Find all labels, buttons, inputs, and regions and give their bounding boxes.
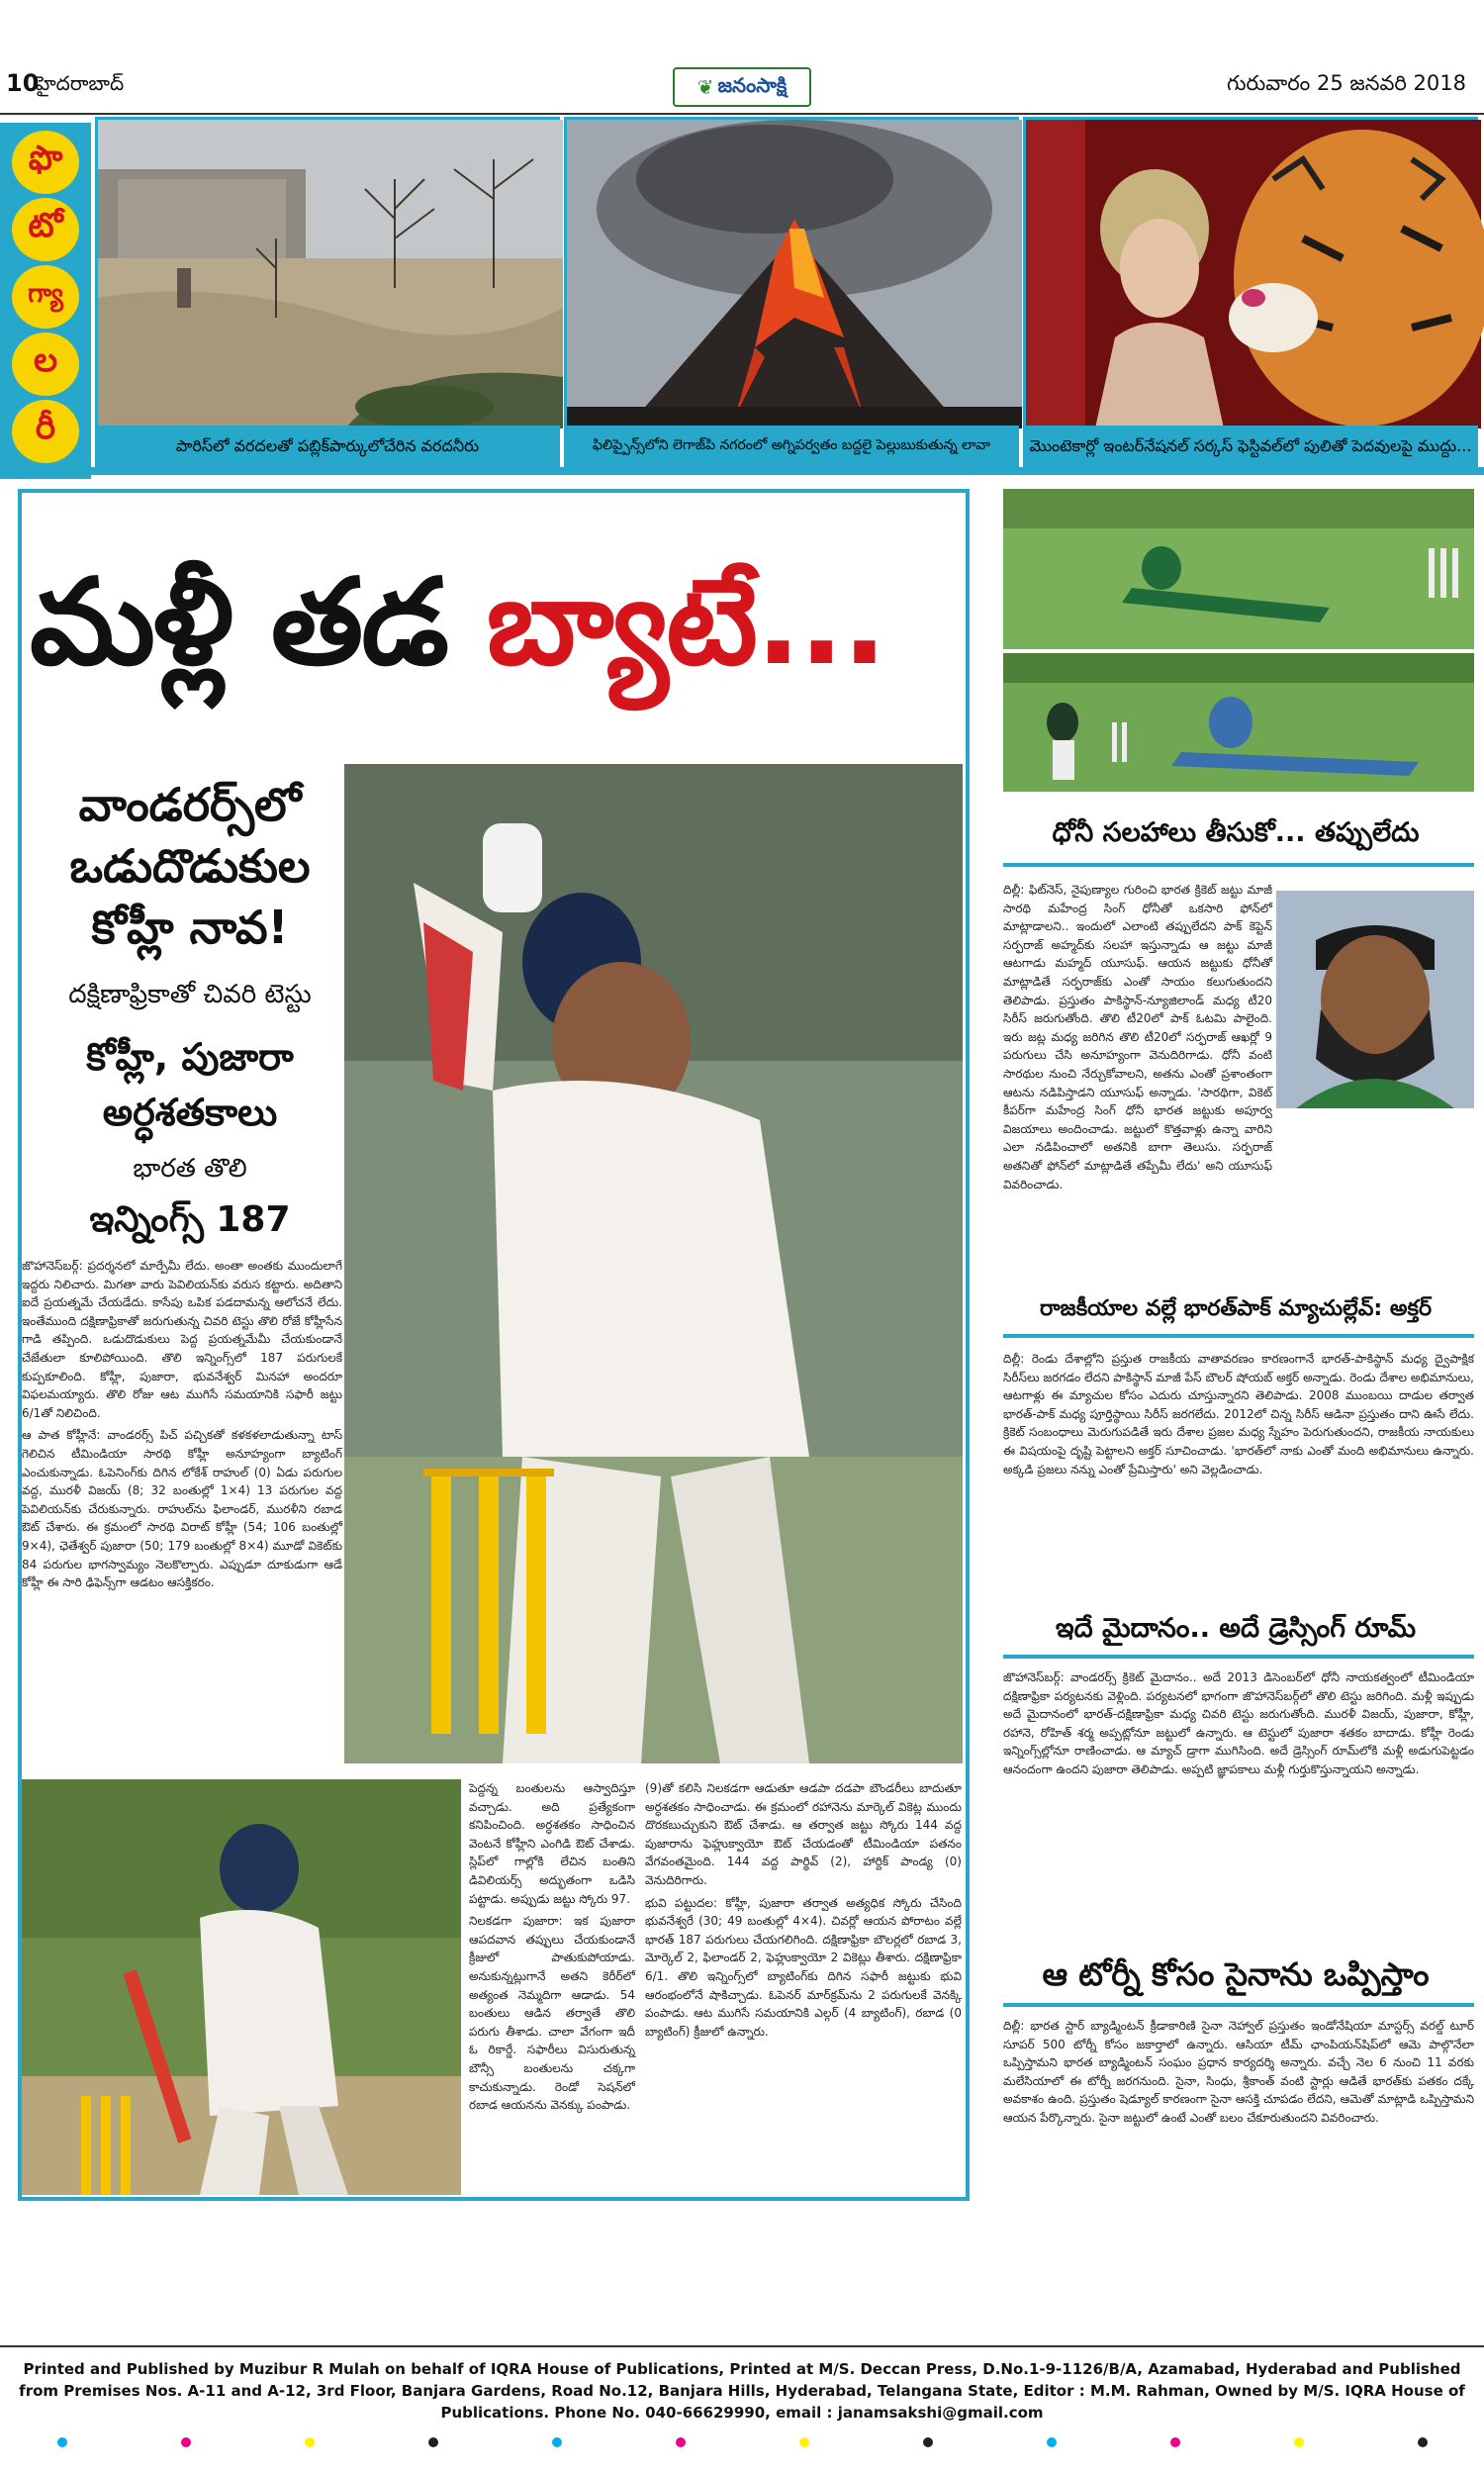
subheading-block-4: భారత తొలి <box>133 1154 247 1184</box>
story-column-3 <box>645 1779 962 2195</box>
registration-dot <box>1047 2437 1057 2447</box>
main-headline <box>30 554 885 720</box>
article-paragraph: దిల్లీ: భారత స్టార్ బ్యాడ్మింటన్ క్రీడాకారిణి సైనా నెహ్వాల్ ప్రస్తుతం ఇండోనేషియా మాస్టర్స్ వరల్డ్ టూర్ సూపర్ 500 టోర్నీ కోసం జకార్తాలో ఉన్నారు. ఆసియా టీమ్ ఛాంపియన్‌షిప్‌లో ఆమె పాల్గొనేలా ఒప్పిస్తామని భారత బ్యాడ్మింటన్ సంఘం ప్రధాన కార్యదర్శి అన్నారు. వచ్చే నెల 6 నుంచి 11 వరకు మలేసియాలో ఈ టోర్నీ జరగనుంది. సైనా, సింధు, శ్రీకాంత్ వంటి స్టార్లు ఆడితే భారత్‌కు పతకం దక్కే అవకాశం ఉంది. ప్రస్తుతం షెడ్యూల్ కారణంగా సైనా ఆసక్తి చూపడం లేదని, ఆమెతో మాట్లాడి ఒప్పిస్తామని ఆయన పేర్కొన్నారు. సైనా జట్టులో ఉంటే ఎంతో బలం చేకూరుతుందని వివరించారు. <box>1003 2019 1474 2125</box>
registration-dot <box>428 2437 438 2447</box>
headline-red: బ్యాటే... <box>486 554 885 692</box>
gallery-caption: పారిస్‌లో వరదలతో పబ్లిక్‌పార్కులోచేరిన వరదనీరు <box>95 426 560 467</box>
article-text-dressing-room <box>1003 1668 1474 1936</box>
registration-dot <box>57 2437 67 2447</box>
article-heading-akhtar: రాజకీయాల వల్లే భారత్‌పాక్ మ్యాచుల్లేవ్: అక్తర్ <box>1040 1296 1432 1321</box>
article-heading-saina: ఆ టోర్నీ కోసం సైనాను ఒప్పిస్తాం <box>1042 1955 1430 1993</box>
cricket-runout-photo <box>1003 489 1474 649</box>
story-paragraph: ఆ పాత కోహ్లీనే: వాండరర్స్ పిచ్ పచ్చికతో కళకళలాడుతున్నా టాస్ గెలిచిన టీమిండియా సారథి కోహ్లీ అనూహ్యంగా బ్యాటింగ్ ఎంచుకున్నాడు. ఓపెనింగ్‌కు దిగిన లోకేశ్ రాహుల్ (0) ఏడు పరుగుల వద్ద, మురళీ విజయ్ (8; 32 బంతుల్లో 1×4) 13 పరుగుల వద్ద పెవిలియన్‌కు చేరుకున్నారు. రాహుల్‌ను ఫిలాండర్, మురళీని రబాడ ఔట్ చేశారు. ఈ క్రమంలో సారథి విరాట్ కోహ్లీ (54; 106 బంతుల్లో 9×4), ఛెతేశ్వర్ పుజారా (50; 179 బంతుల్లో 8×4) మూడో వికెట్‌కు 84 పరుగుల భాగస్వామ్యం నెలకొల్పారు. ఎప్పుడూ దూకుడుగా ఆడే కోహ్లీ ఈ సారి ఢిఫెన్స్‌గా ఆడటం ఆసక్తికరం. <box>22 1428 342 1590</box>
story-column-2 <box>469 1779 635 2195</box>
masthead-logo <box>673 67 811 107</box>
story-paragraph: పెద్దన్న బంతులను ఆస్వాదిస్తూ వచ్చాడు. అది ప్రత్యేకంగా కనిపించింది. అర్ధశతకం సాధించిన వెంటనే కోహ్లీని ఎంగిడి ఔట్ చేశాడు. స్లిప్‌లో గాల్లోకి లేచిన బంతిని డివిలియర్స్ అద్భుతంగా ఒడిసి పట్టాడు. అప్పుడు జట్టు స్కోరు 97. <box>469 1781 635 1906</box>
paris-flood-photo <box>95 117 560 426</box>
circus-tiger-photo <box>1023 117 1478 426</box>
footer-divider <box>0 2345 1484 2347</box>
edition-city: హైదరాబాద్ <box>36 71 125 95</box>
registration-dot <box>1418 2437 1428 2447</box>
subheading-line: వాండరర్స్‌లో <box>78 778 302 831</box>
imprint-line: Printed and Published by Muzibur R Mulah on behalf of IQRA House of Publications, Printed at M/S. Deccan Press, D.No.1-9-1126/B/A, Azamabad, Hyderabad and Published from Premises Nos. A-11 and A-12, 3rd Floor, Banjara Gardens, Road No.12, Banjara Hills, Hyderabad, Telangana State, Editor : M.M. Rahman, Owned by M/S. IQRA House of Publications. Phone No. 040-66629990, email : janamsakshi@gmail.com <box>19 2360 1465 2422</box>
issue-date: గురువారం 25 జనవరి 2018 <box>1226 71 1466 95</box>
article-divider <box>1003 1334 1474 1338</box>
dhoni-stumping-photo <box>1003 653 1474 792</box>
gallery-tag-char: గ్యా <box>12 265 79 329</box>
story-paragraph: నిలకడగా పుజారా: ఇక పుజారా ఆపదవాన తప్పులు చేయకుండానే క్రీజులో పాతుకుపోయాడు. అనుకున్నట్లుగానే అతని కెరీర్‌లో అత్యంత నెమ్మదిగా ఆడాడు. 54 బంతులు ఆడిన తర్వాతే తొలి పరుగు తీశాడు. చాలా వేగంగా ఇదీ ఓ రికార్డే. సఫారీలు విసురుతున్న బౌన్సీ బంతులను చక్కగా కాచుకున్నాడు. రెండో సెషన్‌లో రబాడ ఆయనను వెనక్కు పంపాడు. <box>469 1914 635 2113</box>
subheading-line: అర్ధశతకాలు <box>102 1091 278 1134</box>
article-text-saina <box>1003 2017 1474 2333</box>
article-divider <box>1003 2003 1474 2007</box>
article-divider <box>1003 1655 1474 1659</box>
subheading-line: కోహ్లీ, పుజారా <box>86 1035 294 1079</box>
registration-dot <box>305 2437 315 2447</box>
registration-dot <box>923 2437 933 2447</box>
subheading-block-2: దక్షిణాఫ్రికాతో చివరి టెస్టు <box>68 980 312 1009</box>
story-intro-text <box>22 1257 342 1752</box>
kohli-batting-photo <box>344 764 963 1763</box>
registration-dot <box>552 2437 562 2447</box>
photo-gallery-tag <box>0 123 91 479</box>
article-paragraph: దిల్లీ: రెండు దేశాల్లోని ప్రస్తుత రాజకీయ వాతావరణం కారణంగానే భారత్-పాకిస్థాన్ మధ్య ద్వైపాక్షిక సిరీస్‌లు జరగడం లేదని పాకిస్థాన్ మాజీ పేస్ బౌలర్ షోయబ్ అక్తర్ అన్నాడు. రెండు దేశాల అభిమానులు, ఆటగాళ్లు ఈ మ్యాచుల కోసం ఎదురు చూస్తున్నారని తెలిపాడు. 2008 ముంబయి దాడుల తర్వాత భారత్-పాక్ మధ్య పూర్తిస్థాయి సిరీస్ జరగలేదు. 2012లో చిన్న సిరీస్ ఆడినా ప్రస్తుతం దాని ఊసే లేదు. క్రికెట్ సంబంధాలు మెరుగుపడితే ఇరు దేశాల ప్రజల మధ్య స్నేహం పెరుగుతుందని, రాజకీయ నాయకులు ఈ విషయంపై దృష్టి పెట్టాలని అక్తర్ సూచించాడు. 'భారత్‌లో నాకు ఎంతో మంది అభిమానులు ఉన్నారు. అక్కడి ప్రజలు నన్ను ఎంతో ప్రేమిస్తారు' అని వెల్లడించాడు. <box>1003 1352 1474 1476</box>
gallery-caption: ఫిలిప్పైన్స్‌లోని లెగాజ్‌పి నగరంలో అగ్నిపర్వతం బద్దలై పెల్లుబుకుతున్న లావా <box>564 426 1019 467</box>
article-heading-dhoni: ధోనీ సలహాలు తీసుకో... తప్పులేదు <box>1052 817 1420 848</box>
gallery-tag-char: ల <box>12 333 79 396</box>
registration-dot <box>181 2437 191 2447</box>
subheading-line: కోహ్లీ నావ! <box>91 901 289 954</box>
article-paragraph: దిల్లీ: ఫిట్‌నెస్, నైపుణ్యాల గురించి భారత క్రికెట్ జట్టు మాజీ సారథి మహేంద్ర సింగ్ ధోనీతో ఒకసారి ఫోన్‌లో మాట్లాడాలని.. ఇందులో ఎలాంటి తప్పులేదని పాక్ కెప్టెన్ సర్ఫరాజ్ అహ్మద్‌కు సలహా ఇస్తున్నాడు ఆ జట్టు మాజీ ఆటగాడు మహ్మద్ యూసుఫ్. ఆయన జట్టుకు ధోనీతో మాట్లాడితే సర్ఫరాజ్‌కు ఎంతో సాయం కలుగుతుందని తెలిపాడు. ప్రస్తుతం పాకిస్థాన్-న్యూజిలాండ్ మధ్య టీ20 సిరీస్ జరుగుతోంది. తొలి టీ20లో పాక్ ఓటమి పాలైంది. ఇరు జట్ల మధ్య జరిగిన తొలి టీ20లో సర్ఫరాజ్ ఆఖర్లో 9 పరుగులు చేసి అనూహ్యంగా వెనుదిరిగాడు. ధోనీ వంటి సారథుల నుంచి నేర్చుకోవాలని, అతను ఎంతో ప్రశాంతంగా ఆటను నడిపిస్తాడని యూసుఫ్ అన్నాడు. 'సారథిగా, వికెట్ కీపర్‌గా మహేంద్ర సింగ్ ధోనీ భారత జట్టుకు అపూర్వ విజయాలు అందించాడు. జట్టులో కొత్తవాళ్లు ఉన్నా వారిని ఎలా నడిపించాలో అతనికి బాగా తెలుసు. సర్ఫరాజ్ అతనితో ఫోన్‌లో మాట్లాడితే తప్పేమీ లేదు' అని యూసుఫ్ వివరించాడు. <box>1003 883 1272 1191</box>
pujara-batting-photo <box>22 1779 461 2195</box>
registration-dot <box>676 2437 686 2447</box>
gallery-caption: మొంటెకార్లో ఇంటర్‌నేషనల్ సర్కస్ ఫెస్టివల్‌లో పులితో పెదవులపై ముద్దు... <box>1023 426 1478 467</box>
registration-dot <box>1294 2437 1304 2447</box>
article-heading-dressing-room: ఇదే మైదానం.. అదే డ్రెస్సింగ్ రూమ్ <box>1055 1613 1417 1644</box>
subheading-block-3 <box>22 1029 358 1140</box>
story-paragraph: భువి పట్టుదల: కోహ్లీ, పుజారా తర్వాత అత్యధిక స్కోరు చేసింది భువనేశ్వరే (30; 49 బంతుల్లో 4×4). చివర్లో ఆయన పోరాటం వల్లే భారత్ 187 పరుగులు చేయగలిగింది. దక్షిణాఫ్రికా బౌలర్లలో రబాడ 3, మోర్కెల్ 2, ఫిలాండర్ 2, ఫెహ్లుక్వాయో 2 వికెట్లు తీశారు. దక్షిణాఫ్రికా 6/1. తొలి ఇన్నింగ్స్‌లో బ్యాటింగ్‌కు దిగిన సఫారీ జట్టుకు భువి ఆరంభంలోనే షాకిచ్చాడు. ఓపెనర్ మార్‌క్రమ్‌ను 2 పరుగులకే వెనక్కి పంపాడు. ఆట ముగిసే సమయానికి ఎల్గర్ (4 బ్యాటింగ్), రబాడ (0 బ్యాటింగ్) క్రీజులో ఉన్నారు. <box>645 1895 962 2039</box>
gallery-tag-char: ఫొ <box>12 131 79 194</box>
article-divider <box>1003 863 1474 867</box>
article-text-dhoni <box>1003 881 1272 1191</box>
headline-black: మళ్లీ తడ <box>30 554 447 692</box>
story-paragraph: జొహానెస్‌బర్గ్: ప్రదర్శనలో మార్పేమీ లేదు. అంతా అంతకు ముందులాగే ఇద్దరు నిలిచారు. మిగతా వారు పెవిలియన్‌కు వరుస కట్టారు. అదితాని ఐదే ప్రయత్నమే చేయడేదు. కాసేపు ఒపిక పడదామన్న ఆలోచనే లేదు. ఇంతేముంది దక్షిణాఫ్రికాతో జరుగుతున్న చివరి టెస్టు తొలి రోజే కోహ్లీసేన గాడి తప్పింది. ఒడుదొడుకులు పెద్ద ప్రయత్నమేమీ చేయకుండానే చేజేతులా కూలిపోయింది. తొలి ఇన్నింగ్స్‌లో 187 పరుగులకే కుప్పకూలింది. కోహ్లీ, పుజారా, భువనేశ్వర్ మినహా అందరూ విఫలమయ్యారు. తొలి రోజు ఆట ముగిసే సమయానికి సఫారీ జట్టు 6/1తో నిలిచింది. <box>22 1259 342 1420</box>
gallery-tag-char: రీ <box>12 400 79 463</box>
color-registration-dots <box>0 2430 1484 2454</box>
subheading-block-1 <box>22 774 358 958</box>
article-text-akhtar <box>1003 1350 1474 1597</box>
page-number: 10 <box>6 69 40 97</box>
registration-dot <box>799 2437 809 2447</box>
gallery-tag-char: టో <box>12 198 79 261</box>
leaf-logo-icon: ❦ <box>696 75 714 99</box>
volcano-photo <box>564 117 1019 426</box>
article-paragraph: జొహానెస్‌బర్గ్: వాండరర్స్ క్రికెట్ మైదానం.. అదే 2013 డిసెంబర్‌లో ధోనీ నాయకత్వంలో టీమిండియా దక్షిణాఫ్రికా పర్యటనకు వెళ్లింది. పర్యటనలో భాగంగా జొహానెస్‌బర్గ్‌లో తొలి టెస్టు జరిగింది. మళ్లీ ఇప్పుడు అదే మైదానంలో భారత్-దక్షిణాఫ్రికా మధ్య చివరి టెస్టు జరుగుతోంది. మురళీ విజయ్, పుజారా, కోహ్లీ, రహానె, రోహిత్ శర్మ అప్పట్లోనూ జట్టులో ఉన్నారు. ఆ టెస్టులో పుజారా శతకం బాదాడు. కోహ్లీ రెండు ఇన్నింగ్స్‌ల్లోనూ రాణించాడు. ఆ మ్యాచ్ డ్రాగా ముగిసింది. అదే డ్రెస్సింగ్ రూమ్‌లోకి మళ్లీ అడుగుపెట్టడం ఆనందంగా ఉందని పుజారా తెలిపాడు. అప్పటి జ్ఞాపకాలు మళ్లీ గుర్తుకొస్తున్నాయని అన్నాడు. <box>1003 1670 1474 1776</box>
header-divider <box>0 113 1484 115</box>
masthead-title: జనంసాక్షి <box>717 72 788 97</box>
registration-dot <box>1170 2437 1180 2447</box>
subheading-line: ఒడుదొడుకుల <box>69 839 311 893</box>
story-paragraph: (9)తో కలిసి నిలకడగా ఆడుతూ ఆడపా దడపా బౌండరీలు బాదుతూ అర్ధశతకం సాధించాడు. ఈ క్రమంలో రహానెను మార్కెల్ వికెట్ల ముందు దొరకబుచ్చుకుని ఔట్ చేశాడు. ఆ తర్వాత జట్టు స్కోరు 144 వద్ద పుజారాను ఫెహ్లుక్వాయో ఔట్ చేయడంతో టీమిండియా పతనం వేగవంతమైంది. 144 వద్ద పార్థివ్ (2), హార్దిక్ పాండ్య (0) వెనుదిరిగారు. <box>645 1781 962 1887</box>
subheading-block-5: ఇన్నింగ్స్ 187 <box>89 1199 291 1240</box>
gallery-divider <box>0 467 1484 475</box>
yusuf-portrait-photo <box>1276 891 1474 1108</box>
